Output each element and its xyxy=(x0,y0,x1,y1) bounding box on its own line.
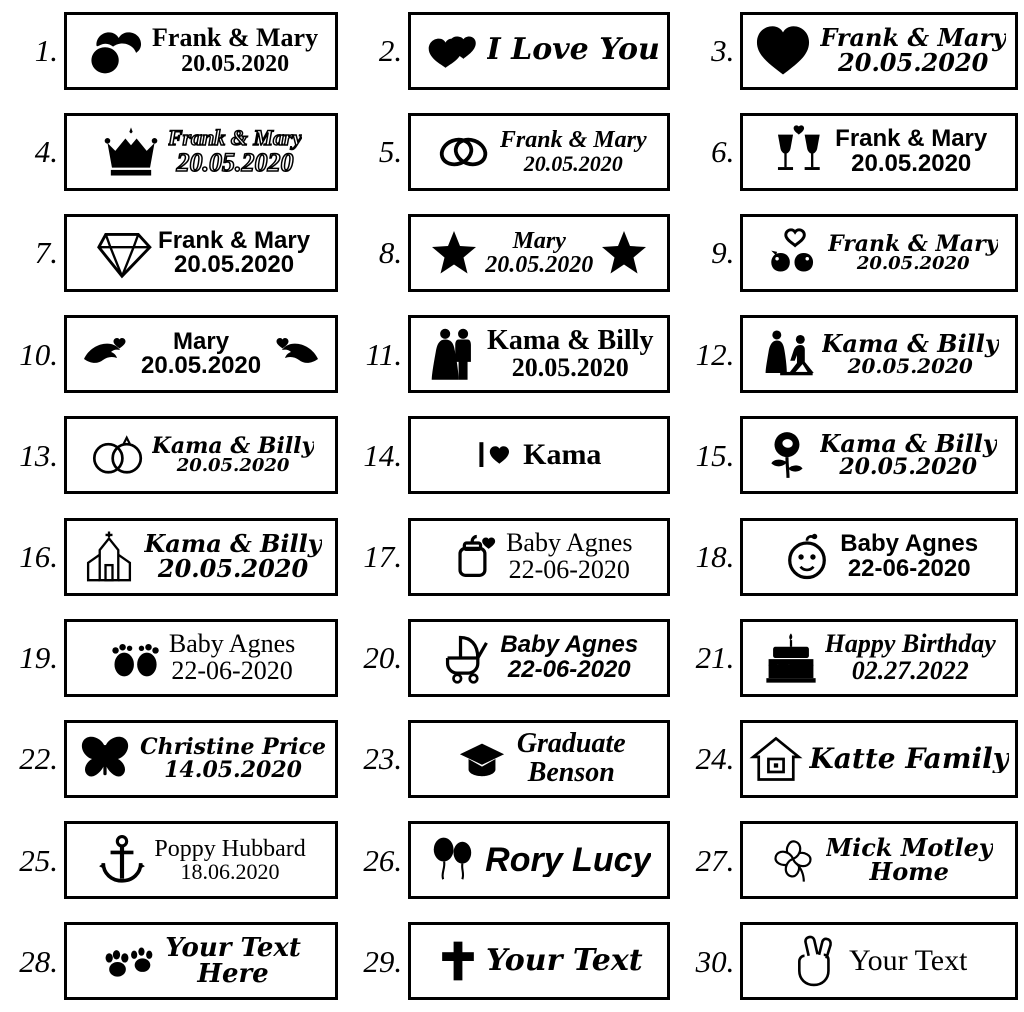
design-number: 1. xyxy=(34,33,58,69)
design-plate[interactable] xyxy=(408,214,670,292)
design-line-2: 22-06-2020 xyxy=(508,554,630,584)
graduation-cap-icon xyxy=(453,735,511,783)
design-cell xyxy=(0,405,344,506)
design-plate[interactable] xyxy=(64,113,338,191)
design-text xyxy=(486,946,643,977)
design-line-1: Kama xyxy=(523,440,602,471)
design-text xyxy=(165,935,301,988)
design-cell xyxy=(676,911,1024,1012)
design-text xyxy=(506,530,632,583)
design-plate[interactable] xyxy=(408,619,670,697)
design-line-2: 20.05.2020 xyxy=(511,353,629,382)
design-line-1: I Love You xyxy=(486,35,660,66)
anchor-icon xyxy=(96,833,148,887)
design-plate[interactable] xyxy=(740,518,1018,596)
design-line-1: Mary xyxy=(173,329,230,355)
butterfly-icon xyxy=(76,732,134,786)
design-line-1: Kama & Billy xyxy=(819,431,997,458)
cross-icon xyxy=(436,930,480,992)
design-cell xyxy=(344,202,676,303)
design-plate[interactable] xyxy=(408,720,670,798)
design-text xyxy=(517,730,626,787)
design-text xyxy=(825,631,996,684)
design-text xyxy=(500,633,638,682)
design-line-2: 20.05.2020 xyxy=(174,250,295,278)
design-number: 10. xyxy=(19,336,58,372)
design-plate[interactable] xyxy=(408,922,670,1000)
design-line-1: Frank & Mary xyxy=(158,228,311,254)
design-text xyxy=(500,128,647,175)
design-number: 30. xyxy=(695,943,735,979)
design-line-2: 22-06-2020 xyxy=(171,655,293,685)
design-number: 4. xyxy=(34,134,58,170)
design-line-1: Katte Family xyxy=(809,744,1009,774)
design-plate[interactable] xyxy=(740,821,1018,899)
design-line-1: Poppy Hubbard xyxy=(154,836,306,862)
design-number: 8. xyxy=(378,235,403,271)
house-icon xyxy=(749,732,803,786)
design-line-1: Mick Motley xyxy=(825,835,993,862)
design-plate[interactable] xyxy=(740,922,1018,1000)
design-cell xyxy=(344,911,676,1012)
design-cell xyxy=(676,0,1024,101)
design-line-2: 18.06.2020 xyxy=(180,859,280,884)
design-plate[interactable] xyxy=(740,416,1018,494)
design-cell xyxy=(0,0,344,101)
two-stars-icon xyxy=(429,228,479,278)
design-text xyxy=(152,435,315,476)
design-number: 20. xyxy=(363,640,403,676)
design-plate[interactable] xyxy=(64,922,338,1000)
peace-hand-icon xyxy=(791,932,843,990)
design-plate[interactable] xyxy=(64,12,338,90)
design-line-1: Frank & Mary xyxy=(167,127,303,151)
design-plate[interactable] xyxy=(408,518,670,596)
design-line-1: Kama & Billy xyxy=(151,434,315,459)
design-number: 12. xyxy=(695,336,735,372)
design-cell xyxy=(344,506,676,607)
design-line-1: Kama & Billy xyxy=(821,331,999,358)
design-line-1: Frank & Mary xyxy=(827,232,999,257)
stroller-icon xyxy=(440,630,494,686)
design-text xyxy=(826,836,993,885)
design-line-1: Kama & Billy xyxy=(144,532,322,559)
design-text xyxy=(485,843,651,878)
design-line-2: Home xyxy=(869,857,949,885)
design-line-1: Baby Agnes xyxy=(500,633,639,659)
design-number: 6. xyxy=(711,134,735,170)
design-plate[interactable] xyxy=(64,619,338,697)
design-line-2: 02.27.2022 xyxy=(851,655,969,685)
design-cell xyxy=(676,202,1024,303)
design-number: 7. xyxy=(34,235,58,271)
design-line-2: 20.05.2020 xyxy=(856,253,970,274)
design-cell xyxy=(676,810,1024,911)
design-text xyxy=(485,229,593,278)
design-cell xyxy=(344,405,676,506)
crown-icon xyxy=(100,124,162,180)
two-stars-icon-mirrored xyxy=(599,228,649,278)
design-text xyxy=(809,745,1009,774)
design-text xyxy=(840,532,978,581)
design-number: 16. xyxy=(19,539,58,575)
baby-bottle-icon xyxy=(446,530,500,584)
diamond-icon xyxy=(92,224,152,282)
design-line-1: Graduate xyxy=(516,730,626,760)
wine-glasses-icon xyxy=(771,123,829,181)
doves-icon-mirrored xyxy=(267,329,329,379)
design-line-1: Christine Price xyxy=(140,736,327,761)
design-number: 21. xyxy=(695,640,735,676)
design-cell xyxy=(676,708,1024,809)
design-cell xyxy=(344,304,676,405)
birthday-cake-icon xyxy=(763,628,819,688)
heart-swirl-icon xyxy=(84,20,146,82)
design-cell xyxy=(0,911,344,1012)
design-cell xyxy=(0,506,344,607)
design-text xyxy=(822,332,999,377)
design-line-2: 22-06-2020 xyxy=(507,655,631,683)
proposal-icon xyxy=(760,316,816,392)
design-cell xyxy=(344,607,676,708)
design-plate[interactable] xyxy=(64,416,338,494)
design-cell xyxy=(344,101,676,202)
design-number: 25. xyxy=(19,842,58,878)
wedding-rings-icon xyxy=(432,125,494,179)
doves-icon xyxy=(73,329,135,379)
design-text xyxy=(487,327,653,382)
design-plate[interactable] xyxy=(64,821,338,899)
design-cell xyxy=(0,708,344,809)
design-line-1: Frank & Mary xyxy=(152,25,319,53)
design-text xyxy=(820,432,997,479)
design-line-1: Baby Agnes xyxy=(840,532,979,558)
baby-feet-icon xyxy=(107,631,163,685)
i-heart-u-icon xyxy=(477,433,517,477)
design-line-1: Kama & Billy xyxy=(487,326,654,356)
design-cell xyxy=(676,405,1024,506)
design-line-2: 20.05.2020 xyxy=(838,47,989,76)
design-plate[interactable] xyxy=(740,113,1018,191)
design-text xyxy=(152,25,318,76)
design-text xyxy=(144,532,321,581)
design-number: 22. xyxy=(19,741,58,777)
design-cell xyxy=(676,101,1024,202)
design-line-2: 20.05.2020 xyxy=(523,150,623,176)
design-cell xyxy=(676,607,1024,708)
design-plate[interactable] xyxy=(64,720,338,798)
design-plate[interactable] xyxy=(740,315,1018,393)
design-number: 3. xyxy=(711,33,735,69)
design-line-2: 20.05.2020 xyxy=(176,455,290,476)
design-plate[interactable] xyxy=(408,12,670,90)
design-number: 15. xyxy=(695,437,735,473)
love-birds-icon xyxy=(760,224,822,282)
design-text xyxy=(523,440,601,471)
paw-prints-icon xyxy=(101,935,159,987)
design-line-1: Your Text xyxy=(485,945,643,977)
church-icon xyxy=(80,527,138,587)
design-line-1: Frank & Mary xyxy=(835,127,988,153)
design-plate[interactable] xyxy=(740,720,1018,798)
design-cell xyxy=(676,506,1024,607)
design-line-2: 20.05.2020 xyxy=(157,553,309,581)
design-cell xyxy=(676,304,1024,405)
design-plate[interactable] xyxy=(408,416,670,494)
design-plate[interactable] xyxy=(64,315,338,393)
heart-icon xyxy=(752,20,814,82)
design-number: 29. xyxy=(363,943,403,979)
design-number: 28. xyxy=(19,943,58,979)
baby-face-icon xyxy=(780,530,834,584)
design-line-2: 20.05.2020 xyxy=(847,354,973,377)
design-line-1: Frank & Mary xyxy=(499,128,647,154)
design-text xyxy=(154,837,305,884)
design-number: 9. xyxy=(711,235,735,271)
design-line-2: 20.05.2020 xyxy=(485,251,594,278)
design-number: 23. xyxy=(363,741,403,777)
design-line-1: Happy Birthday xyxy=(824,631,996,659)
design-number: 19. xyxy=(19,640,58,676)
design-line-2: Here xyxy=(197,959,269,988)
design-number: 17. xyxy=(363,539,403,575)
design-cell xyxy=(0,607,344,708)
design-plate[interactable] xyxy=(740,12,1018,90)
design-plate[interactable] xyxy=(740,619,1018,697)
design-cell xyxy=(0,304,344,405)
design-text xyxy=(820,26,1006,75)
bride-groom-icon xyxy=(425,316,481,392)
design-line-2: 20.05.2020 xyxy=(141,352,262,379)
design-text xyxy=(168,127,302,176)
design-text xyxy=(169,631,295,684)
design-plate[interactable] xyxy=(408,113,670,191)
design-number: 14. xyxy=(363,437,403,473)
design-number: 2. xyxy=(378,33,403,69)
design-line-2: 20.05.2020 xyxy=(181,50,290,77)
design-line-2: 14.05.2020 xyxy=(164,756,302,782)
design-cell xyxy=(344,708,676,809)
design-plate[interactable] xyxy=(408,821,670,899)
design-number: 24. xyxy=(695,741,735,777)
design-line-1: Frank & Mary xyxy=(820,26,1007,53)
design-line-2: 20.05.2020 xyxy=(176,147,294,177)
design-line-2: Benson xyxy=(527,756,615,788)
design-number: 26. xyxy=(363,842,403,878)
design-plate[interactable] xyxy=(740,214,1018,292)
design-line-2: 20.05.2020 xyxy=(851,149,972,177)
design-line-1: Your Text xyxy=(165,934,301,963)
rose-icon xyxy=(762,424,814,486)
design-text xyxy=(835,127,987,176)
design-cell xyxy=(0,810,344,911)
design-number: 11. xyxy=(365,336,403,372)
design-text xyxy=(828,233,998,274)
design-line-1: Rory Lucy xyxy=(485,842,652,878)
design-text xyxy=(141,330,261,379)
design-plate[interactable] xyxy=(64,518,338,596)
design-line-1: Your Text xyxy=(848,945,968,977)
design-cell xyxy=(0,101,344,202)
design-line-1: Baby Agnes xyxy=(168,631,296,659)
interlocking-rings-icon xyxy=(88,428,146,482)
design-cell xyxy=(0,202,344,303)
design-text xyxy=(487,35,660,66)
design-cell xyxy=(344,810,676,911)
design-number: 18. xyxy=(695,539,735,575)
design-text xyxy=(849,946,968,977)
design-number: 13. xyxy=(19,437,58,473)
design-line-2: 22-06-2020 xyxy=(847,554,971,581)
design-line-1: Mary xyxy=(512,228,566,254)
balloons-icon xyxy=(427,831,479,889)
clover-icon xyxy=(766,832,820,888)
design-plate[interactable] xyxy=(64,214,338,292)
design-line-1: Baby Agnes xyxy=(506,530,633,558)
design-plate[interactable] xyxy=(408,315,670,393)
double-heart-icon xyxy=(419,23,481,79)
design-line-2: 20.05.2020 xyxy=(839,454,978,479)
design-text xyxy=(140,736,326,781)
design-number: 5. xyxy=(378,134,403,170)
design-cell xyxy=(344,0,676,101)
design-text xyxy=(158,229,310,278)
design-number: 27. xyxy=(695,842,735,878)
